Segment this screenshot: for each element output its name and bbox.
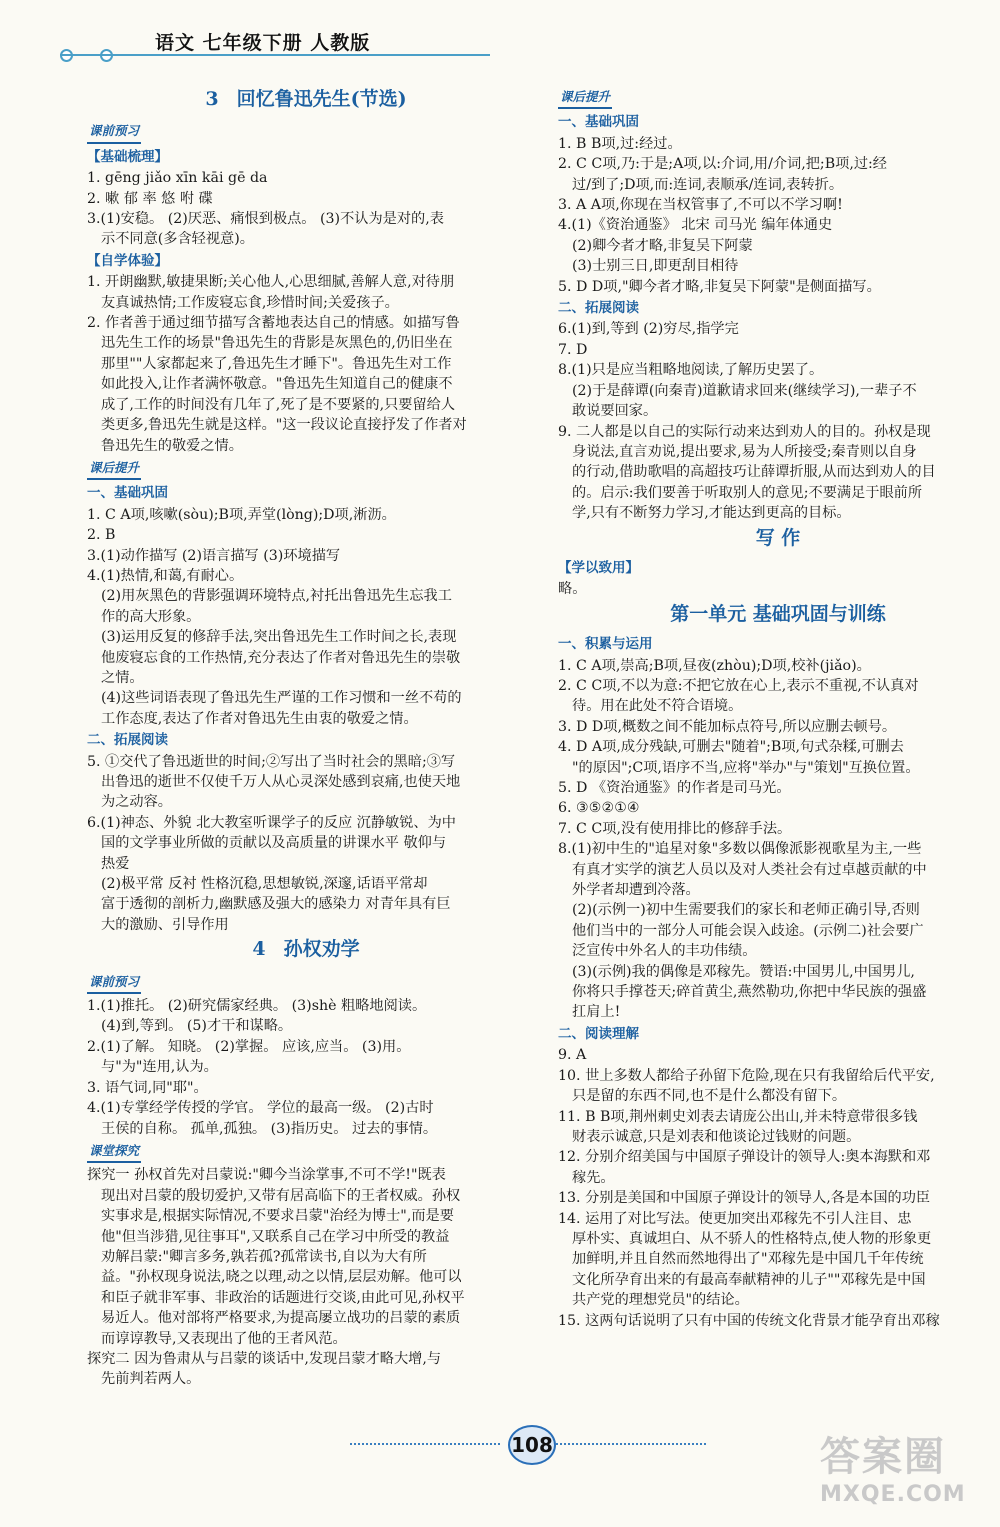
answer-line: 略。 xyxy=(558,581,587,598)
answer-line: 5. ①交代了鲁迅逝世的时间;②写出了当时社会的黑暗;③写 xyxy=(87,753,456,770)
answer-line: (3)运用反复的修辞手法,突出鲁迅先生工作时间之长,表现 xyxy=(101,629,457,646)
section-tag: 课后提升 xyxy=(87,458,141,480)
subsection-heading: 一、积累与运用 xyxy=(558,636,653,653)
answer-line: 1. 开朗幽默,敏捷果断;关心他人,心思细腻,善解人意,对待朋 xyxy=(87,274,455,291)
answer-line: 4. D A项,成分残缺,可删去"随着";B项,句式杂糅,可删去 xyxy=(558,739,904,756)
answer-line: 5. D D项,"卿今者才略,非复吴下阿蒙"是侧面描写。 xyxy=(558,278,881,295)
answer-line: 2. 作者善于通过细节描写含蓄地表达自己的情感。如描写鲁 xyxy=(87,315,460,332)
answer-line: 王侯的自称。 孤单,孤独。 (3)指历史。 过去的事情。 xyxy=(101,1120,438,1137)
answer-line: 共产党的理想党员"的结论。 xyxy=(572,1292,749,1309)
section-tag: 课后提升 xyxy=(558,87,612,109)
section-title-text: 写 作 xyxy=(755,526,801,549)
answer-line: 敢说要回家。 xyxy=(572,403,658,420)
answer-line: 他们当中的一部分人可能会误入歧途。(示例二)社会要广 xyxy=(572,922,924,939)
answer-line: 成了,工作的时间没有几年了,死了是不要紧的,只要留给人 xyxy=(101,396,456,413)
section-title xyxy=(558,528,998,548)
answer-line: 1. B B项,过:经过。 xyxy=(558,135,682,152)
section-tag-row xyxy=(87,456,525,482)
answer-line: 外学者却遭到冷落。 xyxy=(572,882,700,899)
answer-line: 的行动,借助歌唱的高超技巧让薛谭折服,从而达到劝人的目 xyxy=(572,464,936,481)
answer-line: 1.(1)推托。 (2)研究儒家经典。 (3)shè 粗略地阅读。 xyxy=(87,998,427,1015)
subsection-heading: 二、阅读理解 xyxy=(558,1025,639,1042)
footer-dots-left xyxy=(350,1443,500,1445)
answer-line: 你将只手撑苍天;碎首黄尘,燕然勒功,你把中华民族的强盛 xyxy=(572,984,927,1001)
section-title-text: 第一单元 基础巩固与训练 xyxy=(670,602,886,625)
section-tag-row xyxy=(558,85,998,111)
section-tag: 课前预习 xyxy=(87,972,141,994)
answer-line: 只是留的东西不同,也不是什么都没有留下。 xyxy=(572,1088,847,1105)
answer-line: 扛肩上! xyxy=(572,1004,621,1021)
answer-line: 15. 这两句话说明了只有中国的传统文化背景才能孕育出邓稼 xyxy=(558,1312,940,1329)
answer-line: 先前判若两人。 xyxy=(101,1371,201,1388)
answer-line: 加鲜明,并且自然而然地得出了"邓稼先是中国几千年传统 xyxy=(572,1251,924,1268)
answer-line: 1. C A项,咳嗽(sòu);B项,弄堂(lòng);D项,淅沥。 xyxy=(87,506,396,523)
subsection-heading: 【学以致用】 xyxy=(558,559,639,576)
section-title-text: 孙权劝学 xyxy=(283,938,360,961)
answer-line: 出鲁迅的逝世不仅使千万人从心灵深处感到哀痛,也使天地 xyxy=(101,774,461,790)
answer-line: 探究二 因为鲁肃从与吕蒙的谈话中,发现吕蒙才略大增,与 xyxy=(87,1350,442,1367)
answer-line: (2)用灰黑色的背影强调环境特点,衬托出鲁迅先生忘我工 xyxy=(101,588,452,605)
answer-line: 8.(1)初中生的"追星对象"多数以偶像派影视歌星为主,一些 xyxy=(558,841,922,858)
right-column xyxy=(558,85,998,1331)
section-number: 3 xyxy=(205,88,219,110)
answer-line: 12. 分别介绍美国与中国原子弹设计的领导人:奥本海默和邓 xyxy=(558,1149,931,1166)
answer-line: 3. 语气词,同"耶"。 xyxy=(87,1079,208,1096)
answer-line: 稼先。 xyxy=(572,1169,615,1186)
answer-line: 4.(1)专掌经学传授的学官。 学位的最高一级。 (2)古时 xyxy=(87,1100,434,1117)
answer-line: 大的激励、引导作用 xyxy=(101,916,229,933)
section-tag-row xyxy=(87,970,525,996)
answer-line: 泛宣传中外名人的丰功伟绩。 xyxy=(572,943,757,960)
answer-line: 类更多,鲁迅先生就是这样。"这一段议论直接抒发了作者对 xyxy=(101,417,467,434)
answer-line: 国的文学事业所做的贡献以及高质量的讲课水平 敬仰与 xyxy=(101,835,447,852)
page-header xyxy=(60,22,500,72)
answer-line: 财表示诚意,只是刘表和他谈论过钱财的问题。 xyxy=(572,1128,861,1145)
answer-line: 5. D 《资治通鉴》的作者是司马光。 xyxy=(558,780,791,796)
answer-line: 3. D D项,概数之间不能加标点符号,所以应删去顿号。 xyxy=(558,718,897,735)
answer-line: 而谆谆教导,又表现出了他的王者风范。 xyxy=(101,1330,347,1347)
subsection-heading: 二、拓展阅读 xyxy=(558,300,639,317)
answer-line: 现出对吕蒙的殷切爱护,又带有居高临下的王者权威。孙权 xyxy=(101,1187,461,1204)
answer-line: 2. C C项,不以为意:不把它放在心上,表示不重视,不认真对 xyxy=(558,677,919,694)
answer-line: 2. B xyxy=(87,527,116,544)
answer-line: 6. ③⑤②①④ xyxy=(558,800,640,817)
header-title: 语文 七年级下册 人教版 xyxy=(155,32,371,54)
answer-line: 11. B B项,荆州刺史刘表去请庞公出山,并未特意带很多钱 xyxy=(558,1108,918,1125)
answer-line: 4.(1)《资治通鉴》 北宋 司马光 编年体通史 xyxy=(558,217,833,234)
watermark-line1: 答案圈 xyxy=(820,1434,946,1480)
answer-line: 10. 世上多数人都给子孙留下危险,现在只有我留给后代平安, xyxy=(558,1067,935,1084)
answer-line: 过/到了;D项,而:连词,表顺承/连词,表转折。 xyxy=(572,176,844,193)
answer-line: 9. 二人都是以自己的实际行动来达到劝人的目的。孙权是现 xyxy=(558,423,931,440)
page-number: 108 xyxy=(508,1425,556,1465)
answer-line: 文化所孕育出来的有最高奉献精神的儿子""邓稼先是中国 xyxy=(572,1271,926,1288)
answer-line: (2)极平常 反衬 性格沉稳,思想敏锐,深邃,话语平常却 xyxy=(101,876,428,893)
answer-line: 工作态度,表达了作者对鲁迅先生由衷的敬爱之情。 xyxy=(101,710,418,727)
section-title xyxy=(87,939,525,959)
answer-line: 13. 分别是美国和中国原子弹设计的领导人,各是本国的功臣 xyxy=(558,1190,931,1207)
answer-line: 热爱 xyxy=(101,855,130,872)
answer-line: (4)到,等到。 (5)才干和谋略。 xyxy=(101,1018,293,1035)
answer-line: 待。用在此处不符合语境。 xyxy=(572,698,743,715)
answer-line: 作的高大形象。 xyxy=(101,608,201,625)
section-tag-row xyxy=(87,1139,525,1165)
answer-line: 益。"孙权现身说法,晓之以理,动之以情,层层劝解。他可以 xyxy=(101,1269,462,1286)
answer-line: (2)卿今者才略,非复吴下阿蒙 xyxy=(572,237,753,254)
answer-line: 6.(1)到,等到 (2)穷尽,指学完 xyxy=(558,321,739,338)
answer-line: 14. 运用了对比写法。使更加突出邓稼先不引人注目、忠 xyxy=(558,1210,912,1227)
answer-line: 和臣子就非军事、非政治的话题进行交谈,由此可见,孙权平 xyxy=(101,1289,465,1306)
answer-line: 2. 嗽 郁 率 悠 咐 碟 xyxy=(87,190,213,207)
answer-line: 8.(1)只是应当粗略地阅读,了解历史罢了。 xyxy=(558,362,824,379)
subsection-heading: 一、基础巩固 xyxy=(558,114,639,131)
answer-line: (4)这些词语表现了鲁迅先生严谨的工作习惯和一丝不苟的 xyxy=(101,690,462,707)
answer-line: 他"但当涉猎,见往事耳",又联系自己在学习中所受的教益 xyxy=(101,1228,450,1245)
answer-line: 探究一 孙权首先对吕蒙说:"卿今当涂掌事,不可不学!"既表 xyxy=(87,1167,446,1184)
section-title xyxy=(87,89,525,109)
answer-line: 3.(1)安稳。 (2)厌恶、痛恨到极点。 (3)不认为是对的,表 xyxy=(87,211,444,228)
subsection-heading: 【自学体验】 xyxy=(87,252,168,269)
answer-line: 鲁迅先生的敬爱之情。 xyxy=(101,437,243,454)
answer-line: 9. A xyxy=(558,1047,587,1064)
answer-line: 2. C C项,乃:于是;A项,以:介词,用/介词,把;B项,过:经 xyxy=(558,156,887,173)
answer-line: 他废寝忘食的工作热情,充分表达了作者对鲁迅先生的崇敬 xyxy=(101,649,461,666)
watermark xyxy=(820,1425,990,1515)
answer-line: 1. gēng jiǎo xīn kāi gē da xyxy=(87,170,268,187)
answer-line: 学,只有不断努力学习,才能达到更高的目标。 xyxy=(572,505,851,522)
section-tag-row xyxy=(87,119,525,145)
answer-line: 友真诚热情;工作废寝忘食,珍惜时间;关爱孩子。 xyxy=(101,294,399,311)
answer-line: 劝解吕蒙:"卿言多务,孰若孤?孤常读书,自以为大有所 xyxy=(101,1248,427,1265)
answer-line: 1. C A项,崇高;B项,昼夜(zhòu);D项,校补(jiǎo)。 xyxy=(558,657,871,674)
answer-line: 3.(1)动作描写 (2)语言描写 (3)环境描写 xyxy=(87,547,341,564)
answer-line: 与"为"连用,认为。 xyxy=(101,1059,218,1076)
subsection-heading: 二、拓展阅读 xyxy=(87,732,168,749)
answer-line: 如此投入,让作者满怀敬意。"鲁迅先生知道自己的健康不 xyxy=(101,376,453,393)
section-title xyxy=(558,604,998,624)
answer-line: 之情。 xyxy=(101,669,144,686)
answer-line: 7. D xyxy=(558,341,588,358)
answer-line: 示不同意(多含轻视意)。 xyxy=(101,231,254,248)
answer-line: 厚朴实、真诚坦白、从不骄人的性格特点,使人物的形象更 xyxy=(572,1230,932,1247)
subsection-heading: 【基础梳理】 xyxy=(87,148,168,165)
answer-line: 3. A A项,你现在当权管事了,不可以不学习啊! xyxy=(558,197,843,214)
section-tag: 课堂探究 xyxy=(87,1141,141,1163)
answer-line: 易近人。他对部将严格要求,为提高屡立战功的吕蒙的素质 xyxy=(101,1310,461,1327)
answer-line: 有真才实学的演艺人员以及对人类社会有过卓越贡献的中 xyxy=(572,861,927,878)
footer-dots-right xyxy=(556,1443,706,1445)
left-column xyxy=(87,85,525,1390)
section-tag: 课前预习 xyxy=(87,121,141,143)
answer-line: 7. C C项,没有使用排比的修辞手法。 xyxy=(558,820,792,837)
answer-line: 为之动容。 xyxy=(101,794,172,811)
answer-line: 2.(1)了解。 知晓。 (2)掌握。 应该,应当。 (3)用。 xyxy=(87,1038,411,1055)
answer-line: 实事求是,根据实际情况,不要求吕蒙"治经为博士",而是要 xyxy=(101,1208,454,1225)
section-title-text: 回忆鲁迅先生(节选) xyxy=(236,88,407,110)
answer-line: 迅先生工作的场景"鲁迅先生的背影是灰黑色的,仍旧坐在 xyxy=(101,335,453,352)
answer-line: "的原因";C项,语序不当,应将"举办"与"策划"互换位置。 xyxy=(572,759,920,776)
answer-line: (2)于是薛谭(向秦青)道歉请求回来(继续学习),一辈子不 xyxy=(572,382,917,399)
watermark-line2: MXQE.COM xyxy=(820,1482,966,1507)
answer-line: (3)(示例)我的偶像是邓稼先。赞语:中国男儿,中国男儿, xyxy=(572,963,915,980)
answer-line: (2)(示例一)初中生需要我们的家长和老师正确引导,否则 xyxy=(572,902,920,919)
section-number: 4 xyxy=(252,938,266,961)
answer-line: 那里""人家都起来了,鲁迅先生才睡下"。鲁迅先生对工作 xyxy=(101,355,452,372)
subsection-heading: 一、基础巩固 xyxy=(87,485,168,502)
answer-line: 富于透彻的剖析力,幽默感及强大的感染力 对青年具有巨 xyxy=(101,896,451,913)
answer-line: 身说法,直言劝说,提出要求,易为人所接受;秦青则以自身 xyxy=(572,443,917,460)
answer-line: 6.(1)神态、外貌 北大教室听课学子的反应 沉静敏锐、为中 xyxy=(87,814,456,831)
answer-line: 的。启示:我们要善于听取别人的意见;不要满足于眼前所 xyxy=(572,484,923,501)
answer-line: (3)士别三日,即更刮目相待 xyxy=(572,258,739,275)
answer-line: 4.(1)热情,和蔼,有耐心。 xyxy=(87,567,244,584)
